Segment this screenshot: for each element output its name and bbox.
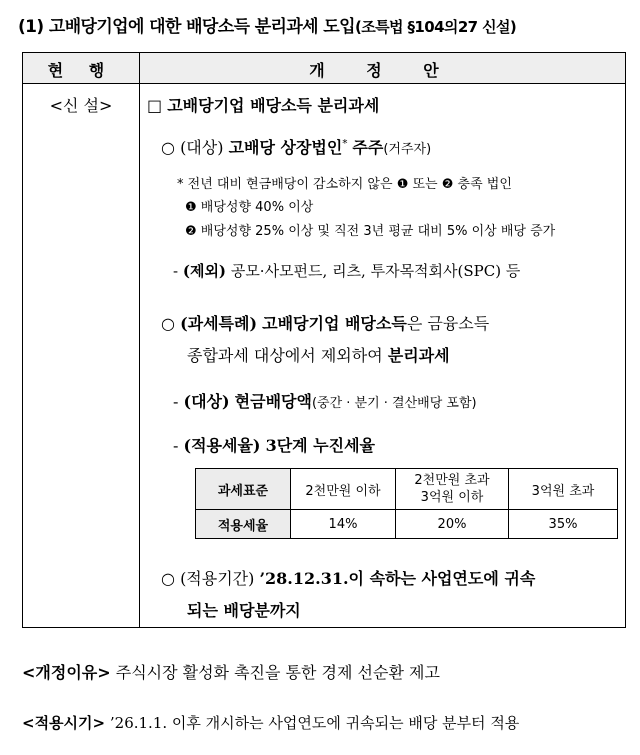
- tax-rate-table: [195, 468, 618, 539]
- circled-one-icon: ❶: [185, 200, 197, 215]
- item-target-text2: 주주: [352, 138, 384, 157]
- special-line2-text: 종합과세 대상에서 제외하여: [187, 346, 383, 365]
- item-target-paren: (거주자): [383, 142, 432, 157]
- circled-two-icon: ❷: [185, 224, 197, 239]
- footnote-line: [177, 173, 512, 192]
- exclusion-label: (제외): [182, 262, 227, 280]
- note-star: *: [177, 177, 184, 192]
- bracket-1: 2천만원 이하: [291, 469, 396, 510]
- tax-rate-bold: 3단계 누진세율: [265, 436, 376, 455]
- special-bold-text: 고배당기업 배당소득: [262, 314, 407, 333]
- footnote-star: *: [342, 138, 348, 150]
- tax-rate-label: (적용세율): [183, 436, 261, 455]
- dividend-target-label: (대상): [183, 392, 230, 411]
- bullet-circle-icon: ○: [161, 314, 175, 333]
- bullet-circle-icon: ○: [161, 569, 175, 588]
- bracket-3: 3억원 초과: [509, 469, 618, 510]
- item-special: [161, 311, 489, 334]
- timing-text: ’26.1.1. 이후 개시하는 사업연도에 귀속되는 배당 분부터 적용: [109, 714, 520, 732]
- period-label: (적용기간): [180, 569, 255, 588]
- bullet-circle-icon: ○: [161, 138, 175, 157]
- special-label: (과세특례): [180, 314, 258, 333]
- revised-title: [147, 93, 379, 116]
- bracket-2-line1: 2천만원 초과: [414, 473, 490, 488]
- circled-one-icon: ❶: [396, 177, 409, 192]
- special-line2-bold: 분리과세: [387, 346, 450, 365]
- revised-title-text: 고배당기업 배당소득 분리과세: [167, 96, 380, 115]
- comparison-table: [22, 52, 626, 628]
- item-target-label: (대상): [180, 138, 224, 157]
- dividend-target-bold: 현금배당액: [234, 392, 312, 411]
- rate-1: 14%: [291, 510, 396, 539]
- table-header-row: [23, 53, 625, 84]
- item-tax-rate: [173, 433, 375, 456]
- condition-2-text: 배당성향 25% 이상 및 직전 3년 평균 대비 5% 이상 배당 증가: [200, 224, 556, 239]
- bracket-2-line2: 3억원 이하: [420, 490, 484, 505]
- col-header-current: 현 행: [47, 61, 115, 80]
- item-special-line2: [187, 343, 450, 366]
- rate-3: 35%: [509, 510, 618, 539]
- timing-label: <적용시기>: [22, 714, 106, 732]
- dividend-target-paren: (중간 · 분기 · 결산배당 포함): [311, 396, 477, 411]
- dash: -: [173, 436, 179, 455]
- condition-1-text: 배당성향 40% 이상: [200, 200, 314, 215]
- item-period: [161, 566, 535, 589]
- bracket-2: [396, 469, 509, 510]
- item-exclusion: [173, 260, 520, 281]
- note-text: 전년 대비 현금배당이 감소하지 않은: [187, 177, 393, 192]
- revision-reason: [22, 660, 440, 683]
- table-row: [196, 469, 618, 510]
- condition-2: [185, 220, 555, 239]
- item-target: [161, 135, 431, 158]
- reason-label: <개정이유>: [22, 663, 111, 682]
- item-dividend-target: [173, 389, 477, 412]
- heading-sub: (조특법 §104의27 신설): [354, 18, 517, 36]
- exclusion-text: 공모·사모펀드, 리츠, 투자목적회사(SPC) 등: [230, 262, 521, 280]
- current-tag: <신 설>: [49, 96, 113, 115]
- table-row: [196, 510, 618, 539]
- section-heading: [18, 12, 628, 37]
- note-or: 또는: [412, 177, 438, 192]
- rate-2: 20%: [396, 510, 509, 539]
- effective-date: [22, 712, 519, 733]
- column-divider: [139, 53, 140, 627]
- special-text: 은 금융소득: [406, 314, 490, 333]
- reason-text: 주식시장 활성화 촉진을 통한 경제 선순환 제고: [115, 663, 440, 682]
- header-rate: 적용세율: [196, 510, 291, 539]
- note-end: 충족 법인: [457, 177, 512, 192]
- heading-main: (1) 고배당기업에 대한 배당소득 분리과세 도입: [18, 17, 355, 37]
- checkbox-square-icon: □: [147, 96, 163, 115]
- circled-two-icon: ❷: [441, 177, 454, 192]
- header-tax-base: 과세표준: [196, 469, 291, 510]
- item-period-line2: 되는 배당분까지: [187, 601, 301, 620]
- dash: -: [173, 262, 179, 280]
- period-text: ’28.12.31.이 속하는 사업연도에 귀속: [259, 569, 536, 588]
- dash: -: [173, 392, 179, 411]
- item-target-text: 고배당 상장법인: [228, 138, 343, 157]
- col-header-revised: 개 정 안: [309, 61, 457, 80]
- condition-1: [185, 196, 313, 215]
